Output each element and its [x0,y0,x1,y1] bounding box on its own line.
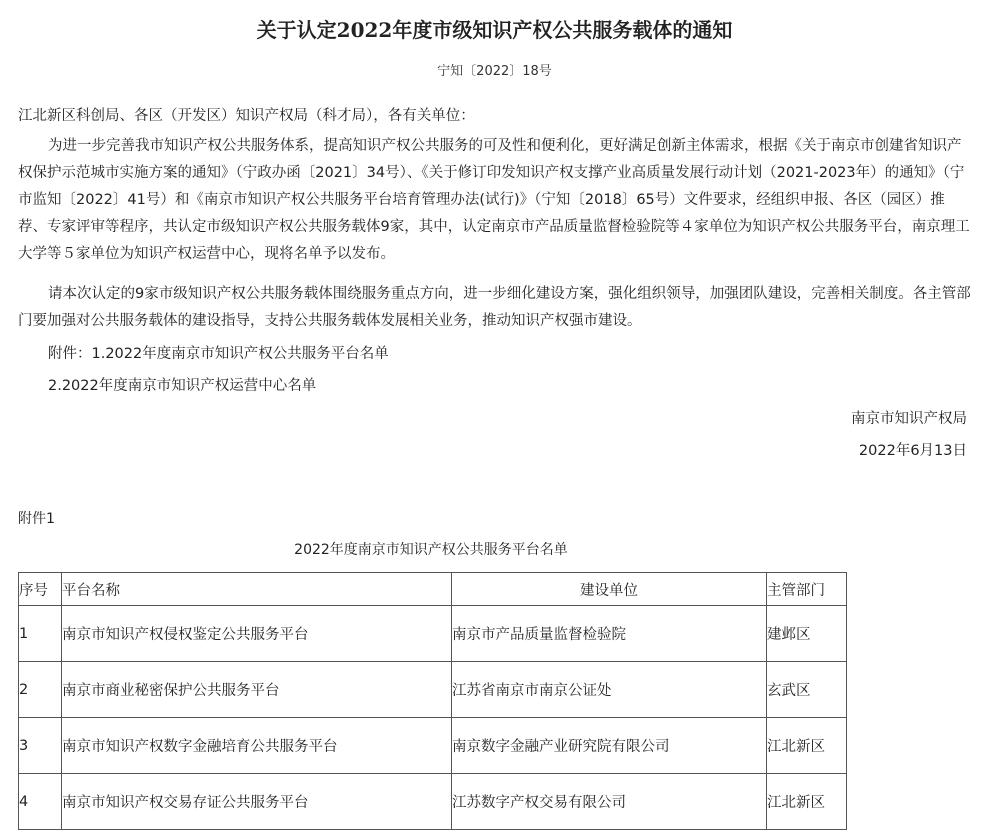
paragraph-1: 为进一步完善我市知识产权公共服务体系，提高知识产权公共服务的可及性和便利化，更好满足创新主体需求，根据《关于南京市创建省知识产权保护示范城市实施方案的通知》（宁政办函〔2021〕34号）、《关于修订印发知识产权支撑产业高质量发展行动计划（2021-2023年）的通知》（宁市监知〔2022〕41号）和《南京市知识产权公共服务平台培育管理办法(试行)》（宁知〔2018〕65号）文件要求，经组织申报、各区（园区）推荐、专家评审等程序，共认定市级知识产权公共服务载体9家，其中，认定南京市产品质量监督检验院等４家单位为知识产权公共服务平台，南京理工大学等５家单位为知识产权运营中心，现将名单予以发布。 [18,138,970,262]
table-row [19,774,847,830]
table-header-row [19,573,847,606]
row-no: 3 [19,718,62,774]
row-dept: 江北新区 [767,774,847,830]
row-name: 南京市知识产权侵权鉴定公共服务平台 [62,606,452,662]
row-name: 南京市商业秘密保护公共服务平台 [62,662,452,718]
table-row [19,718,847,774]
row-no: 1 [19,606,62,662]
row-dept: 江北新区 [767,718,847,774]
row-unit: 南京数字金融产业研究院有限公司 [452,718,767,774]
paragraph-2: 请本次认定的9家市级知识产权公共服务载体围绕服务重点方向，进一步细化建设方案，强化组织领导，加强团队建设，完善相关制度。各主管部门要加强对公共服务载体的建设指导，支持公共服务载体发展相关业务，推动知识产权强市建设。 [18,286,971,329]
attachment-line-1: 附件：1.2022年度南京市知识产权公共服务平台名单 [48,346,389,362]
row-unit: 江苏数字产权交易有限公司 [452,774,767,830]
document-number: 宁知〔2022〕18号 [437,64,552,79]
signature-date: 2022年6月13日 [858,443,967,459]
platform-table [18,572,847,830]
signature-organization: 南京市知识产权局 [851,411,967,427]
row-unit: 江苏省南京市南京公证处 [452,662,767,718]
salutation: 江北新区科创局、各区（开发区）知识产权局（科才局），各有关单位： [18,108,475,124]
header-name: 平台名称 [62,573,452,606]
table-row [19,606,847,662]
header-no: 序号 [19,573,62,606]
row-name: 南京市知识产权交易存证公共服务平台 [62,774,452,830]
table-title: 2022年度南京市知识产权公共服务平台名单 [294,542,568,558]
row-unit: 南京市产品质量监督检验院 [452,606,767,662]
attachment-line-2: 2.2022年度南京市知识产权运营中心名单 [48,378,317,394]
row-dept: 玄武区 [767,662,847,718]
page-title: 关于认定2022年度市级知识产权公共服务载体的通知 [256,18,733,42]
row-no: 2 [19,662,62,718]
header-unit: 建设单位 [452,573,767,606]
appendix-label: 附件1 [18,511,55,527]
row-name: 南京市知识产权数字金融培育公共服务平台 [62,718,452,774]
table-row [19,662,847,718]
header-dept: 主管部门 [767,573,847,606]
row-dept: 建邺区 [767,606,847,662]
row-no: 4 [19,774,62,830]
